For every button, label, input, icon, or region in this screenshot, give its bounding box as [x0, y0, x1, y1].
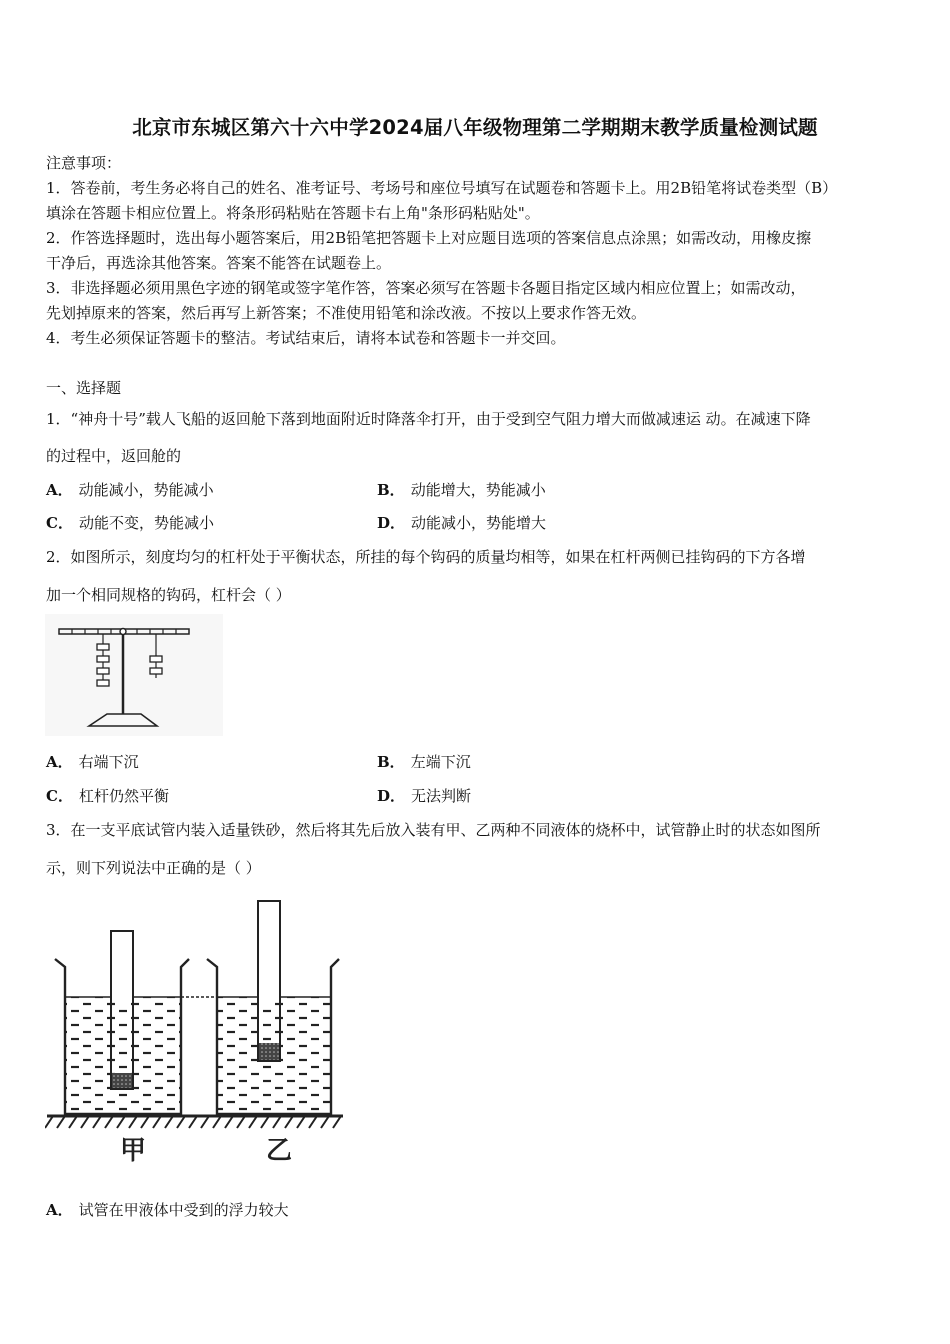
q1-stem-line2: 的过程中，返回舱的	[46, 447, 182, 465]
notice-line: 4．考生必须保证答题卡的整洁。考试结束后，请将本试卷和答题卡一并交回。	[46, 329, 566, 347]
label-jia: 甲	[119, 1136, 147, 1166]
notice-line: 2．作答选择题时，选出每小题答案后，用2B铅笔把答题卡上对应题目选项的答案信息点涂黑；如需改动，用橡皮擦	[46, 229, 812, 247]
q3-stem-line1: 3．在一支平底试管内装入适量铁砂，然后将其先后放入装有甲、乙两种不同液体的烧杯中，试管静止时的状态如图所	[46, 821, 821, 839]
q2-option-a: A． 右端下沉	[46, 753, 139, 771]
q2-option-d: D． 无法判断	[377, 787, 472, 805]
lever-figure	[45, 614, 223, 736]
q2-stem-line2: 加一个相同规格的钩码，杠杆会（ ）	[46, 586, 291, 604]
q1-option-d: D． 动能减小，势能增大	[377, 514, 547, 532]
q3-option-a: A． 试管在甲液体中受到的浮力较大	[46, 1201, 289, 1219]
notice-line: 先划掉原来的答案，然后再写上新答案；不准使用铅笔和涂改液。不按以上要求作答无效。	[46, 304, 647, 322]
q1-option-c: C． 动能不变，势能减小	[46, 514, 214, 532]
section-heading: 一、选择题	[46, 379, 122, 397]
q1-stem-line1: 1．“神舟十号”载人飞船的返回舱下落到地面附近时降落伞打开，由于受到空气阻力增大而做减速运 动。在减速下降	[46, 410, 811, 428]
q2-stem-line1: 2．如图所示，刻度均匀的杠杆处于平衡状态，所挂的每个钩码的质量均相等，如果在杠杆两侧已挂钩码的下方各增	[46, 548, 806, 566]
label-yi: 乙	[265, 1136, 293, 1166]
q1-option-a: A． 动能减小，势能减小	[46, 481, 214, 499]
notice-heading: 注意事项：	[46, 154, 122, 172]
q3-stem-line2: 示，则下列说法中正确的是（ ）	[46, 859, 261, 877]
notice-line: 填涂在答题卡相应位置上。将条形码粘贴在答题卡右上角"条形码粘贴处"。	[46, 204, 540, 222]
page-title: 北京市东城区第六十六中学2024届八年级物理第二学期期末教学质量检测试题	[132, 116, 818, 139]
notice-line: 3．非选择题必须用黑色字迹的钢笔或签字笔作答，答案必须写在答题卡各题目指定区域内相应位置上；如需改动，	[46, 279, 806, 297]
q2-option-c: C． 杠杆仍然平衡	[46, 787, 169, 805]
q2-option-b: B． 左端下沉	[377, 753, 471, 771]
q1-option-b: B． 动能增大，势能减小	[377, 481, 546, 499]
notice-line: 干净后，再选涂其他答案。答案不能答在试题卷上。	[46, 254, 392, 272]
notice-line: 1．答卷前，考生务必将自己的姓名、准考证号、考场号和座位号填写在试题卷和答题卡上。用2B铅笔将试卷类型（B）	[46, 179, 838, 197]
beaker-figure	[45, 895, 347, 1170]
